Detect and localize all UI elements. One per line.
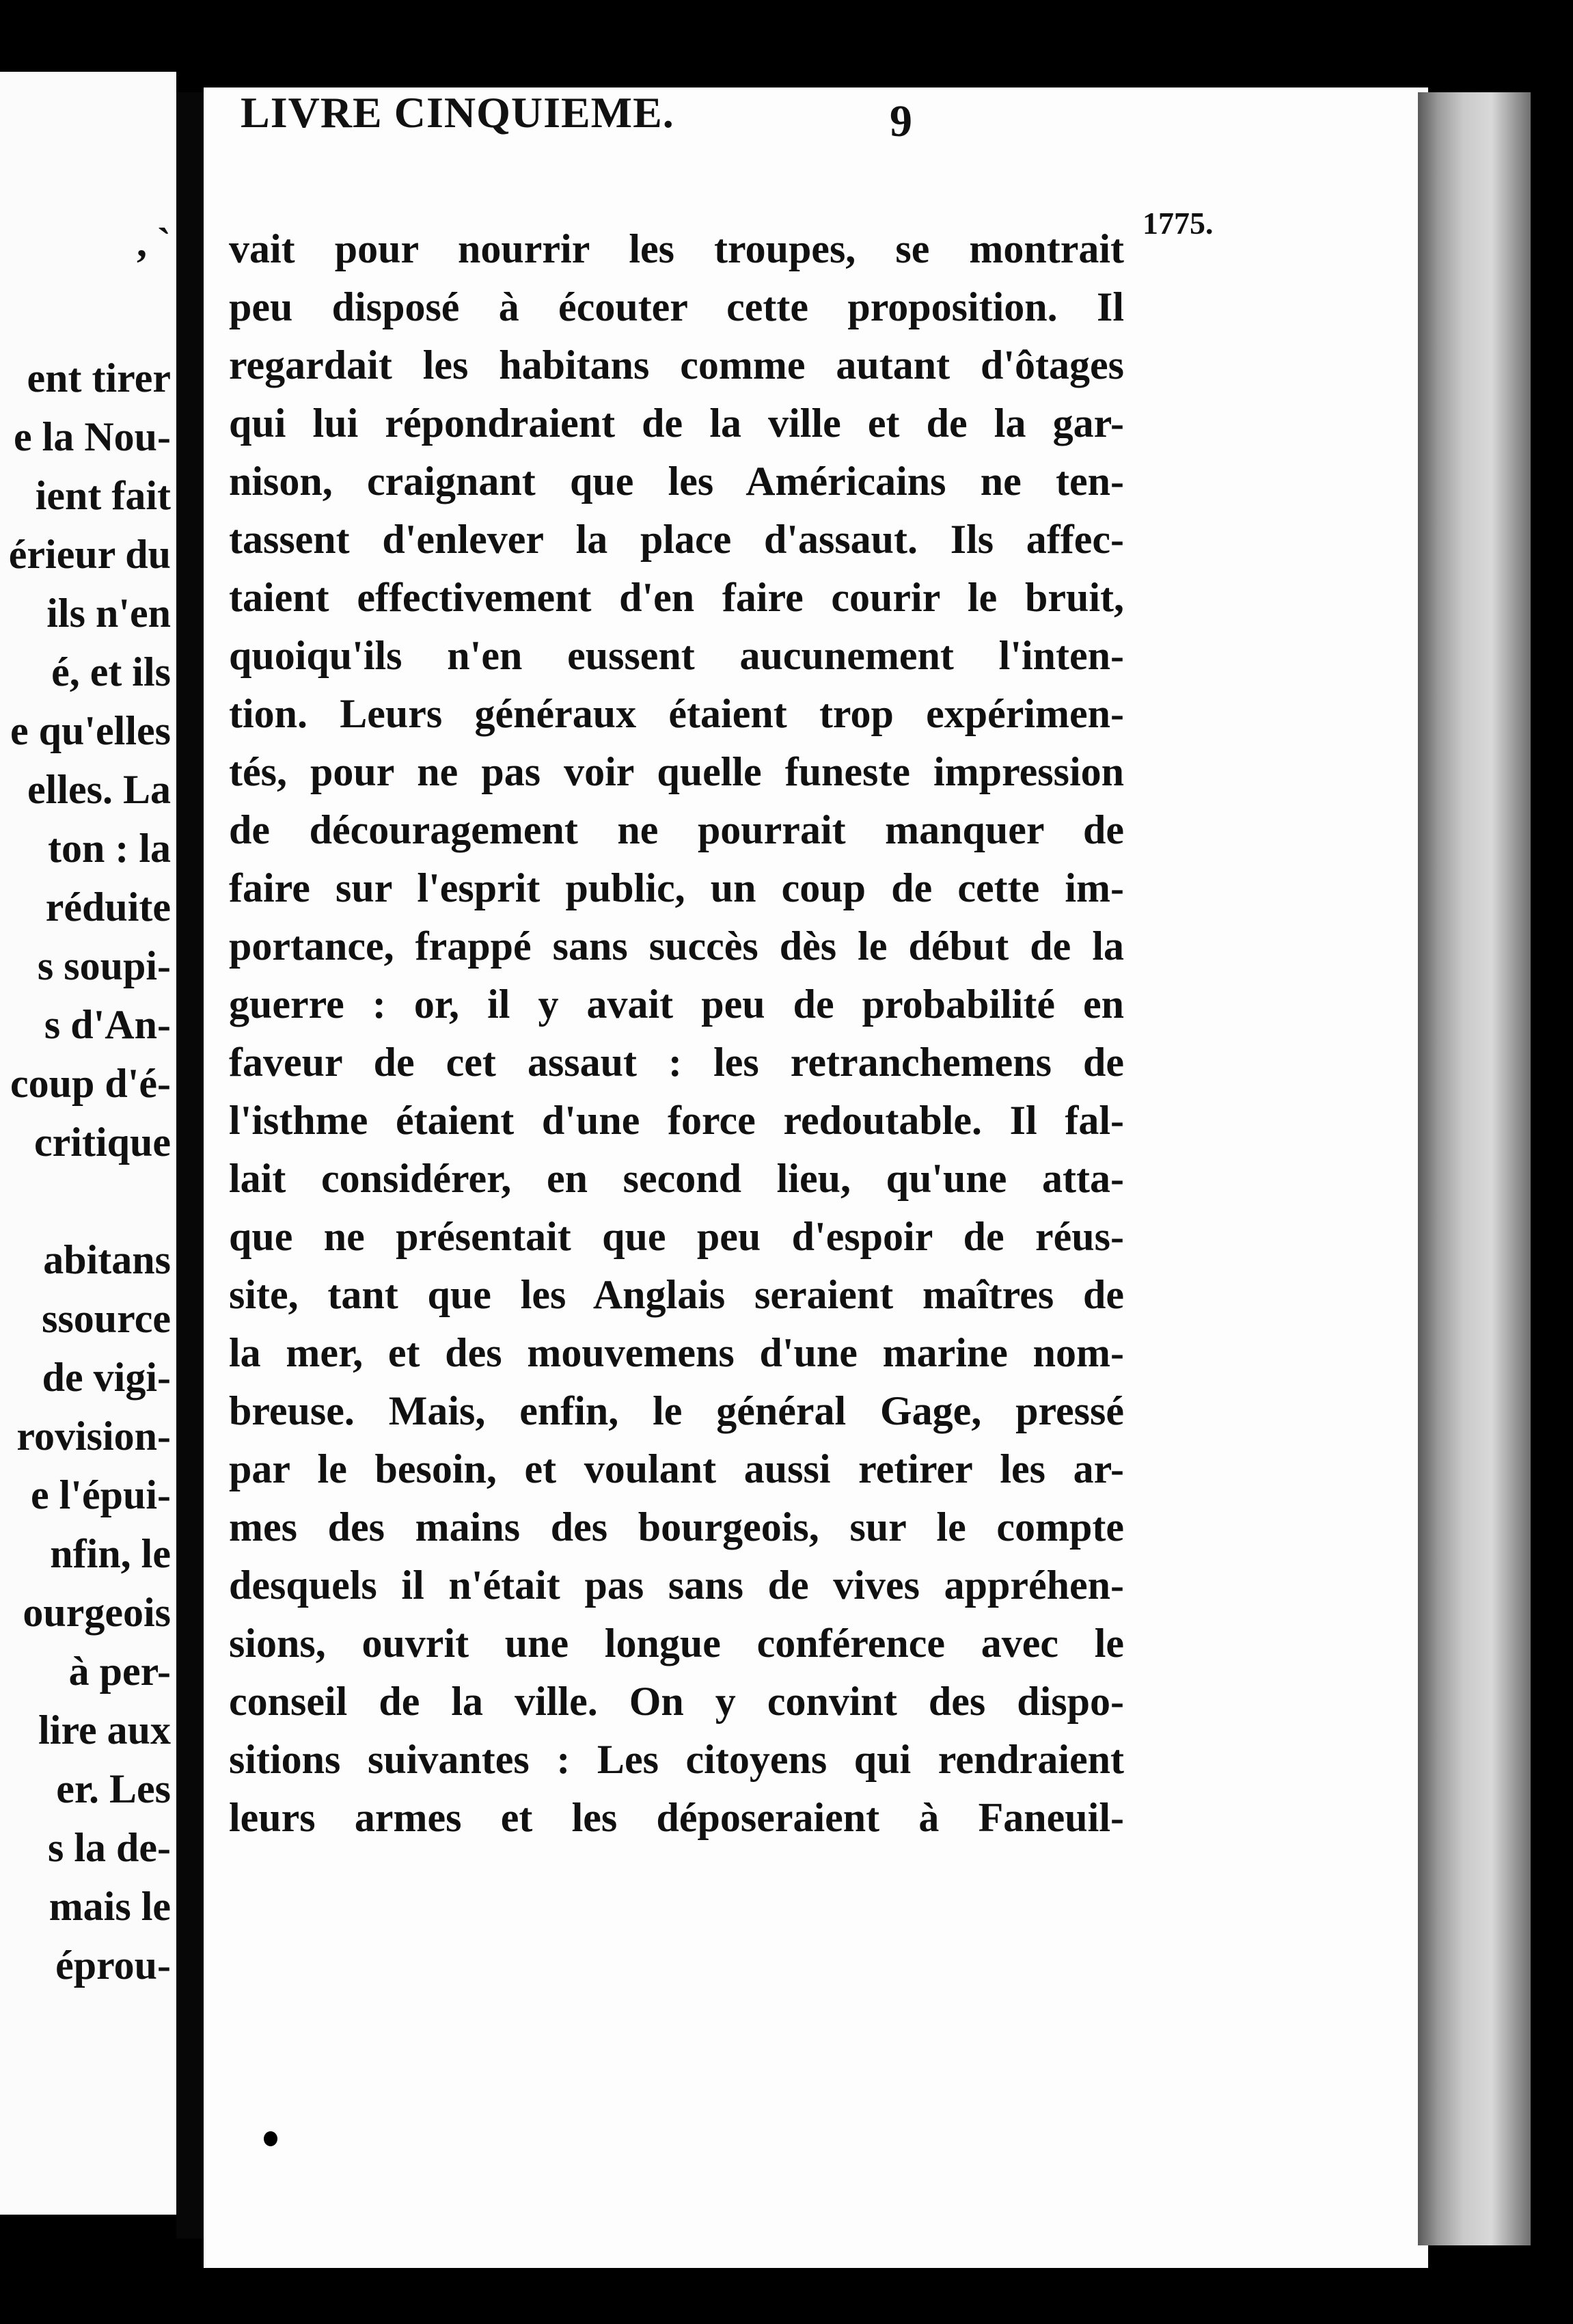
left-page-line: ient fait — [35, 473, 171, 518]
text-line: regardait les habitans comme autant d'ôtages — [229, 342, 1124, 388]
left-page-fragment — [0, 72, 176, 2215]
left-page-line: , ` — [137, 220, 171, 265]
left-page-line: rovision- — [16, 1414, 171, 1459]
left-page-line: s soupi- — [37, 943, 171, 988]
text-line: peu disposé à écouter cette proposition. Il — [229, 284, 1124, 329]
text-line: la mer, et des mouvemens d'une marine nom- — [229, 1330, 1124, 1375]
text-line: sitions suivantes : Les citoyens qui rendraient — [229, 1737, 1124, 1782]
book-gutter — [176, 92, 204, 2239]
text-line: de découragement ne pourrait manquer de — [229, 807, 1124, 852]
text-line: par le besoin, et voulant aussi retirer les ar- — [229, 1446, 1124, 1491]
text-line: leurs armes et les déposeraient à Faneuil- — [229, 1795, 1124, 1840]
text-line: breuse. Mais, enfin, le général Gage, pressé — [229, 1388, 1124, 1433]
left-page-line: ton : la — [48, 826, 171, 871]
text-line: guerre : or, il y avait peu de probabilité en — [229, 982, 1124, 1027]
left-page-line: é, et ils — [51, 649, 171, 694]
left-page-line: réduite — [45, 884, 171, 930]
left-page-line: abitans — [43, 1237, 171, 1282]
left-page-line: mais le — [49, 1884, 171, 1929]
text-line: faire sur l'esprit public, un coup de cette im- — [229, 865, 1124, 910]
left-page-line: nfin, le — [50, 1531, 171, 1576]
left-page-line: ent tirer — [27, 355, 171, 401]
left-page-line: s la de- — [48, 1825, 171, 1870]
left-page-line: de vigi- — [42, 1355, 171, 1400]
text-line: faveur de cet assaut : les retranchemens de — [229, 1040, 1124, 1085]
running-title: LIVRE CINQUIEME. — [241, 88, 674, 137]
left-page-line: elles. La — [27, 767, 171, 812]
text-line: tassent d'enlever la place d'assaut. Ils affec- — [229, 517, 1124, 562]
page-edge — [1418, 92, 1531, 2245]
text-line: que ne présentait que peu d'espoir de réus- — [229, 1214, 1124, 1259]
left-page-line: ils n'en — [46, 591, 171, 636]
left-page-line: e qu'elles — [10, 708, 171, 753]
text-line: qui lui répondraient de la ville et de la gar- — [229, 401, 1124, 446]
left-page-line: e la Nou- — [14, 414, 171, 459]
text-line: site, tant que les Anglais seraient maîtres de — [229, 1272, 1124, 1317]
text-line: vait pour nourrir les troupes, se montrait — [229, 226, 1124, 271]
text-line: portance, frappé sans succès dès le début de la — [229, 923, 1124, 969]
left-page-line: éprou- — [55, 1943, 171, 1988]
left-page-line: er. Les — [56, 1766, 171, 1811]
text-line: l'isthme étaient d'une force redoutable. Il fal- — [229, 1098, 1124, 1143]
body-text — [229, 220, 1124, 1847]
text-line: nison, craignant que les Américains ne ten- — [229, 459, 1124, 504]
left-page-line: e l'épui- — [31, 1472, 171, 1517]
text-line: mes des mains des bourgeois, sur le compte — [229, 1504, 1124, 1550]
text-line: sions, ouvrit une longue conférence avec le — [229, 1621, 1124, 1666]
left-page-line: ssource — [42, 1296, 171, 1341]
text-line: quoiqu'ils n'en eussent aucunement l'inten- — [229, 633, 1124, 678]
left-page-line: érieur du — [8, 532, 171, 577]
text-line: tés, pour ne pas voir quelle funeste impression — [229, 749, 1124, 794]
ink-speck — [264, 2131, 277, 2146]
text-line: conseil de la ville. On y convint des dispo- — [229, 1679, 1124, 1724]
left-page-line: ourgeois — [23, 1590, 171, 1635]
text-line: desquels il n'était pas sans de vives appréhen- — [229, 1563, 1124, 1608]
margin-note: 1775. — [1143, 206, 1214, 241]
left-page-line: à per- — [68, 1649, 171, 1694]
left-page-line: lire aux — [38, 1707, 171, 1753]
left-page-line: critique — [34, 1120, 171, 1165]
text-line: tion. Leurs généraux étaient trop expérimen- — [229, 691, 1124, 736]
page-number: 9 — [890, 96, 912, 146]
left-page-line: coup d'é- — [10, 1061, 171, 1106]
left-page-line: s d'An- — [44, 1002, 171, 1047]
text-line: lait considérer, en second lieu, qu'une atta- — [229, 1156, 1124, 1201]
text-line: taient effectivement d'en faire courir le bruit, — [229, 575, 1124, 620]
